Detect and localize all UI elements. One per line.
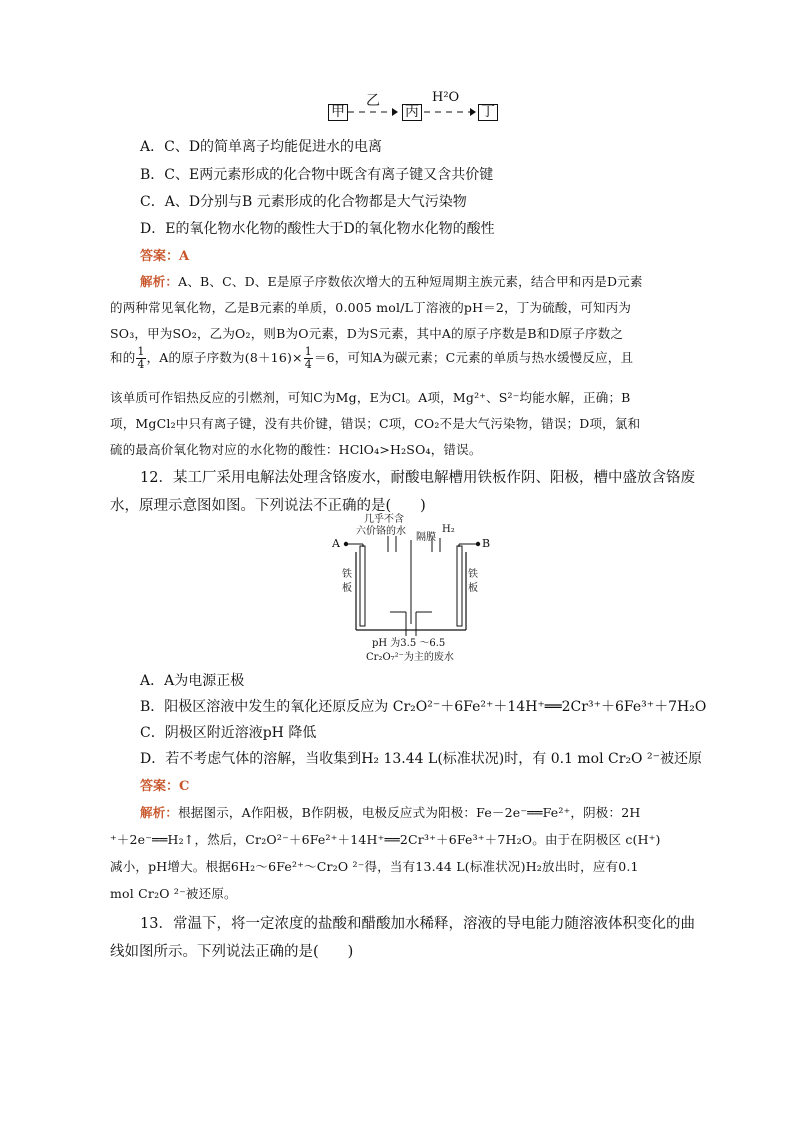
flow-arrow-2 <box>424 104 476 120</box>
flow-water: H²O <box>432 90 460 105</box>
flow-bing: 丙 <box>402 104 422 121</box>
q11-explanation-7: 硫的最高价氧化物对应的水化物的酸性：HClO₄>H₂SO₄，错误。 <box>110 442 482 457</box>
q11-explanation-5: 该单质可作铝热反应的引燃剂，可知C为Mg，E为Cl。A项，Mg²⁺、S²⁻均能水解，正确；B <box>110 390 631 405</box>
label-right-plate: 铁板 <box>468 569 478 594</box>
answer-value: C <box>179 779 190 794</box>
fraction-quarter: $\frac{1}{4}$ <box>137 345 145 371</box>
q11-option-a: A．C、D的简单离子均能促进水的电离 <box>140 139 383 155</box>
label-left-plate: 铁板 <box>342 569 352 594</box>
q13-stem-2: 线如图所示。下列说法正确的是( ) <box>110 944 354 960</box>
flow-yi: 乙 <box>366 93 380 109</box>
q12-option-c: C．阴极区附近溶液pH 降低 <box>140 725 317 741</box>
label-bottom-2: Cr₂O₇²⁻为主的废水 <box>366 652 454 663</box>
flow-ding: 丁 <box>478 104 498 121</box>
q12-explanation-2: ⁺＋2e⁻══H₂↑，然后，Cr₂O²⁻＋6Fe²⁺＋14H⁺══2Cr³⁺＋6Fe³⁺＋7H₂O。由于在阴极区 c(H⁺) <box>110 832 661 847</box>
q12-stem-2: 水，原理示意图如图。下列说法不正确的是( ) <box>110 498 426 514</box>
electrolysis-diagram <box>330 512 490 662</box>
answer-label: 答案： <box>140 249 180 264</box>
q11-explanation-6: 项，MgCl₂中只有离子键，没有共价键，错误；C项，CO₂不是大气污染物，错误；D项，氯和 <box>110 416 641 431</box>
explanation-label: 解析： <box>140 274 179 289</box>
q12-answer <box>140 775 189 794</box>
q13-stem-1: 13．常温下，将一定浓度的盐酸和醋酸加水稀释，溶液的导电能力随溶液体积变化的曲 <box>140 916 695 932</box>
label-bottom-1: pH 为3.5 ～6.5 <box>372 638 446 649</box>
q12-explanation-3: 减小，pH增大。根据6H₂～6Fe²⁺～Cr₂O ²⁻得，当有13.44 L(标准状况)H₂放出时，应有0.1 <box>110 859 639 874</box>
q11-explanation-2: 的两种常见氧化物，乙是B元素的单质，0.005 mol/L丁溶液的pH＝2，丁为硫酸，可知丙为 <box>110 300 632 315</box>
q12-option-d: D．若不考虑气体的溶解，当收集到H₂ 13.44 L(标准状况)时，有 0.1 mol Cr₂O ²⁻被还原 <box>140 751 702 767</box>
q11-option-d: D．E的氧化物水化物的酸性大于D的氧化物水化物的酸性 <box>140 221 495 237</box>
fraction-quarter-2: $\frac{1}{4}$ <box>304 345 312 371</box>
q12-explanation-4: mol Cr₂O ²⁻被还原。 <box>110 886 237 901</box>
answer-label: 答案： <box>140 779 180 794</box>
q11-explanation-4: 和的 $\frac{1}{4}$ ，A的原子序数为(8＋16)× $\frac{1}{4}$ ＝6，可知A为碳元素；C元素的单质与热水缓慢反应，且 <box>110 345 634 371</box>
label-a: A <box>332 537 340 550</box>
q12-option-a: A．A为电源正极 <box>140 673 245 689</box>
label-top-2: 六价铬的水 <box>356 526 406 537</box>
label-top-1: 几乎不含 <box>364 514 404 525</box>
q11-option-b: B．C、E两元素形成的化合物中既含有离子键又含共价键 <box>140 167 494 183</box>
flow-jia: 甲 <box>328 104 348 121</box>
explanation-label: 解析： <box>140 805 179 820</box>
label-membrane: 隔膜 <box>416 532 436 543</box>
q11-option-c: C．A、D分别与B 元素形成的化合物都是大气污染物 <box>140 194 467 210</box>
reaction-flow <box>328 90 498 124</box>
q11-explanation-1: 解析：A、B、C、D、E是原子序数依次增大的五种短周期主族元素，结合甲和丙是D元素 <box>140 274 643 289</box>
q11-answer <box>140 245 189 264</box>
label-h2: H₂ <box>442 524 455 535</box>
q12-stem-1: 12．某工厂采用电解法处理含铬废水，耐酸电解槽用铁板作阴、阳极，槽中盛放含铬废 <box>140 470 695 486</box>
q12-explanation-1: 解析：根据图示，A作阳极，B作阴极，电极反应式为阳极：Fe－2e⁻══Fe²⁺，阴极：2H <box>140 805 641 820</box>
answer-value: A <box>179 249 190 264</box>
q12-option-b: B．阳极区溶液中发生的氧化还原反应为 Cr₂O²⁻＋6Fe²⁺＋14H⁺══2Cr³⁺＋6Fe³⁺＋7H₂O <box>140 699 707 715</box>
label-b: B <box>482 537 491 550</box>
q11-explanation-3: SO₃，甲为SO₂，乙为O₂，则B为O元素，D为S元素，其中A的原子序数是B和D原子序数之 <box>110 326 624 341</box>
